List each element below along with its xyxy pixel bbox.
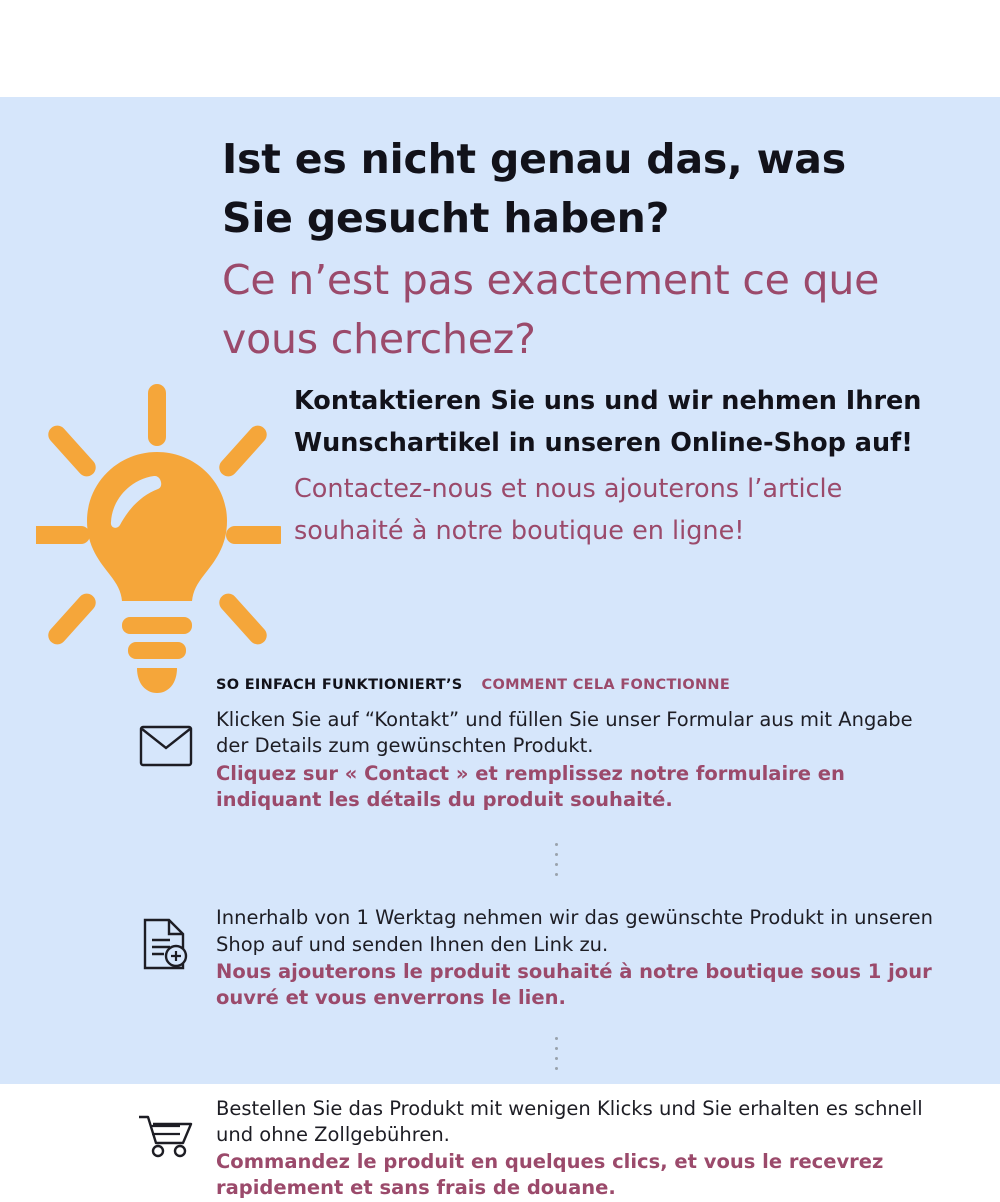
step-french: Commandez le produit en quelques clics, et vous le recevrez rapidement et sans frais de douane. (216, 1150, 884, 1200)
step-french: Nous ajouterons le produit souhaité à notre boutique sous 1 jour ouvré et vous enverrons le lien. (216, 959, 932, 1010)
howto-heading (216, 677, 730, 693)
step-german: Klicken Sie auf “Kontakt” und füllen Sie unser Formular aus mit Angabe der Details zum gewünschten Produkt. (216, 708, 913, 758)
list-item (118, 1096, 948, 1202)
headline-french: Ce n’est pas exactement ce que vous cherchez? (222, 255, 880, 364)
steps-list (118, 707, 948, 1202)
step-connector-dots (165, 833, 948, 885)
step-connector-dots (165, 1028, 948, 1080)
headline-german: Ist es nicht genau das, was Sie gesucht haben? (222, 135, 846, 243)
promo-subtext (294, 380, 924, 552)
envelope-icon (118, 707, 213, 781)
step-german: Bestellen Sie das Produkt mit wenigen Klicks und Sie erhalten es schnell und ohne Zollgebühren. (216, 1096, 923, 1146)
list-item (118, 905, 948, 1011)
step-french: Cliquez sur « Contact » et remplissez notre formulaire en indiquant les détails du produit souhaité. (216, 761, 845, 811)
step-text (213, 1096, 948, 1202)
subtext-french: Contactez-nous et nous ajouterons l’article souhaité à notre boutique en ligne! (294, 474, 843, 547)
howto-heading-french: COMMENT CELA FONCTIONNE (481, 677, 731, 693)
subtext-german: Kontaktieren Sie uns und wir nehmen Ihren Wunschartikel in unseren Online-Shop auf! (294, 386, 922, 459)
promo-panel (0, 97, 1000, 1200)
page-title (222, 130, 922, 370)
step-german: Innerhalb von 1 Werktag nehmen wir das gewünschte Produkt in unseren Shop auf und senden Ihnen den Link zu. (216, 906, 933, 956)
shopping-cart-icon (118, 1096, 213, 1170)
list-item (118, 707, 948, 813)
howto-heading-german: SO EINFACH FUNKTIONIERT’S (216, 677, 463, 693)
document-add-icon (118, 905, 213, 979)
step-text (213, 707, 948, 813)
step-text (213, 905, 948, 1011)
